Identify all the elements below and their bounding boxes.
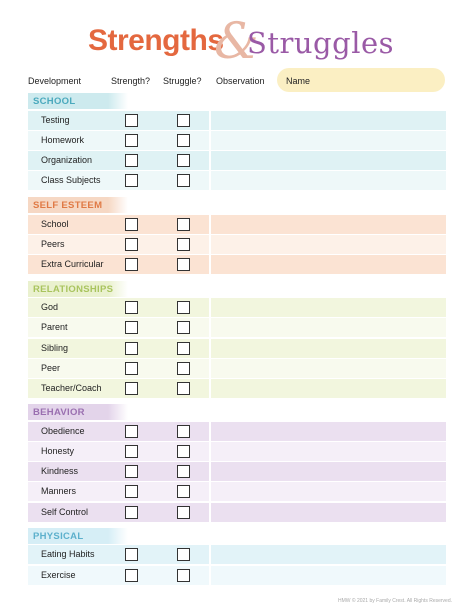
struggle-checkbox[interactable]	[177, 174, 190, 187]
checklist-row	[28, 298, 446, 317]
section-header-self-esteem	[28, 197, 128, 213]
item-label: Obedience	[41, 426, 85, 436]
item-label: Manners	[41, 486, 77, 496]
item-label: Parent	[41, 322, 68, 332]
strength-checkbox[interactable]	[125, 238, 138, 251]
struggle-checkbox[interactable]	[177, 569, 190, 582]
observation-field[interactable]	[211, 422, 446, 441]
struggle-checkbox[interactable]	[177, 301, 190, 314]
item-label: God	[41, 302, 59, 312]
struggle-checkbox[interactable]	[177, 445, 190, 458]
strength-checkbox[interactable]	[125, 382, 138, 395]
struggle-checkbox[interactable]	[177, 465, 190, 478]
header-development: Development	[28, 76, 82, 86]
header-strength: Strength?	[111, 76, 151, 86]
strength-checkbox[interactable]	[125, 425, 138, 438]
observation-field[interactable]	[211, 442, 446, 461]
section-header-behavior	[28, 404, 128, 420]
observation-field[interactable]	[211, 171, 446, 190]
strength-checkbox[interactable]	[125, 506, 138, 519]
section-title: SELF ESTEEM	[33, 200, 103, 211]
section-title: PHYSICAL	[33, 531, 84, 542]
struggle-checkbox[interactable]	[177, 321, 190, 334]
observation-field[interactable]	[211, 462, 446, 481]
struggle-checkbox[interactable]	[177, 114, 190, 127]
page-title	[0, 12, 474, 70]
checklist-row	[28, 482, 446, 501]
checklist-row	[28, 379, 446, 398]
item-label: Organization	[41, 155, 93, 165]
checklist-row	[28, 171, 446, 190]
checklist-row	[28, 359, 446, 378]
struggle-checkbox[interactable]	[177, 342, 190, 355]
observation-field[interactable]	[211, 379, 446, 398]
observation-field[interactable]	[211, 235, 446, 254]
strength-checkbox[interactable]	[125, 342, 138, 355]
checklist-row	[28, 545, 446, 564]
item-label: Sibling	[41, 343, 69, 353]
struggle-checkbox[interactable]	[177, 425, 190, 438]
observation-field[interactable]	[211, 215, 446, 234]
struggle-checkbox[interactable]	[177, 238, 190, 251]
strength-checkbox[interactable]	[125, 485, 138, 498]
checklist-row	[28, 566, 446, 585]
checklist-row	[28, 442, 446, 461]
observation-field[interactable]	[211, 131, 446, 150]
observation-field[interactable]	[211, 298, 446, 317]
checklist-row	[28, 111, 446, 130]
item-label: Homework	[41, 135, 85, 145]
struggle-checkbox[interactable]	[177, 362, 190, 375]
item-label: Class Subjects	[41, 175, 101, 185]
checklist-row	[28, 503, 446, 522]
item-label: Exercise	[41, 570, 76, 580]
observation-field[interactable]	[211, 255, 446, 274]
checklist-row	[28, 422, 446, 441]
section-header-school	[28, 93, 128, 109]
item-label: Self Control	[41, 507, 89, 517]
item-label: Peer	[41, 363, 61, 373]
item-label: Teacher/Coach	[41, 383, 102, 393]
strength-checkbox[interactable]	[125, 174, 138, 187]
item-label: Extra Curricular	[41, 259, 104, 269]
strength-checkbox[interactable]	[125, 548, 138, 561]
checklist-row	[28, 318, 446, 337]
strength-checkbox[interactable]	[125, 218, 138, 231]
title-strengths: Strengths	[88, 24, 224, 57]
strength-checkbox[interactable]	[125, 362, 138, 375]
strength-checkbox[interactable]	[125, 321, 138, 334]
strength-checkbox[interactable]	[125, 301, 138, 314]
strength-checkbox[interactable]	[125, 569, 138, 582]
footer-copyright: HMW © 2021 by Family Crest. All Rights Reserved.	[338, 598, 452, 604]
checklist-row	[28, 339, 446, 358]
name-label: Name	[286, 76, 311, 86]
struggle-checkbox[interactable]	[177, 134, 190, 147]
checklist-row	[28, 462, 446, 481]
strength-checkbox[interactable]	[125, 134, 138, 147]
observation-field[interactable]	[211, 339, 446, 358]
observation-field[interactable]	[211, 566, 446, 585]
observation-field[interactable]	[211, 482, 446, 501]
strength-checkbox[interactable]	[125, 258, 138, 271]
section-header-relationships	[28, 281, 128, 297]
section-title: SCHOOL	[33, 96, 76, 107]
observation-field[interactable]	[211, 503, 446, 522]
item-label: Eating Habits	[41, 549, 95, 559]
checklist-row	[28, 151, 446, 170]
checklist-row	[28, 255, 446, 274]
struggle-checkbox[interactable]	[177, 382, 190, 395]
section-title: BEHAVIOR	[33, 407, 85, 418]
struggle-checkbox[interactable]	[177, 548, 190, 561]
observation-field[interactable]	[211, 318, 446, 337]
strength-checkbox[interactable]	[125, 114, 138, 127]
strength-checkbox[interactable]	[125, 465, 138, 478]
name-field[interactable]	[277, 68, 445, 92]
struggle-checkbox[interactable]	[177, 218, 190, 231]
checklist-row	[28, 131, 446, 150]
struggle-checkbox[interactable]	[177, 154, 190, 167]
struggle-checkbox[interactable]	[177, 506, 190, 519]
header-observation: Observation	[216, 76, 265, 86]
observation-field[interactable]	[211, 359, 446, 378]
item-label: Testing	[41, 115, 70, 125]
item-label: Honesty	[41, 446, 75, 456]
struggle-checkbox[interactable]	[177, 485, 190, 498]
strength-checkbox[interactable]	[125, 154, 138, 167]
title-ampersand: &	[214, 12, 259, 70]
item-label: Peers	[41, 239, 65, 249]
struggle-checkbox[interactable]	[177, 258, 190, 271]
item-label: Kindness	[41, 466, 79, 476]
observation-field[interactable]	[211, 111, 446, 130]
section-title: RELATIONSHIPS	[33, 284, 114, 295]
item-label: School	[41, 219, 69, 229]
checklist-row	[28, 235, 446, 254]
header-struggle: Struggle?	[163, 76, 202, 86]
section-header-physical	[28, 528, 128, 544]
checklist-row	[28, 215, 446, 234]
strength-checkbox[interactable]	[125, 445, 138, 458]
observation-field[interactable]	[211, 151, 446, 170]
observation-field[interactable]	[211, 545, 446, 564]
title-struggles: Struggles	[247, 26, 395, 60]
